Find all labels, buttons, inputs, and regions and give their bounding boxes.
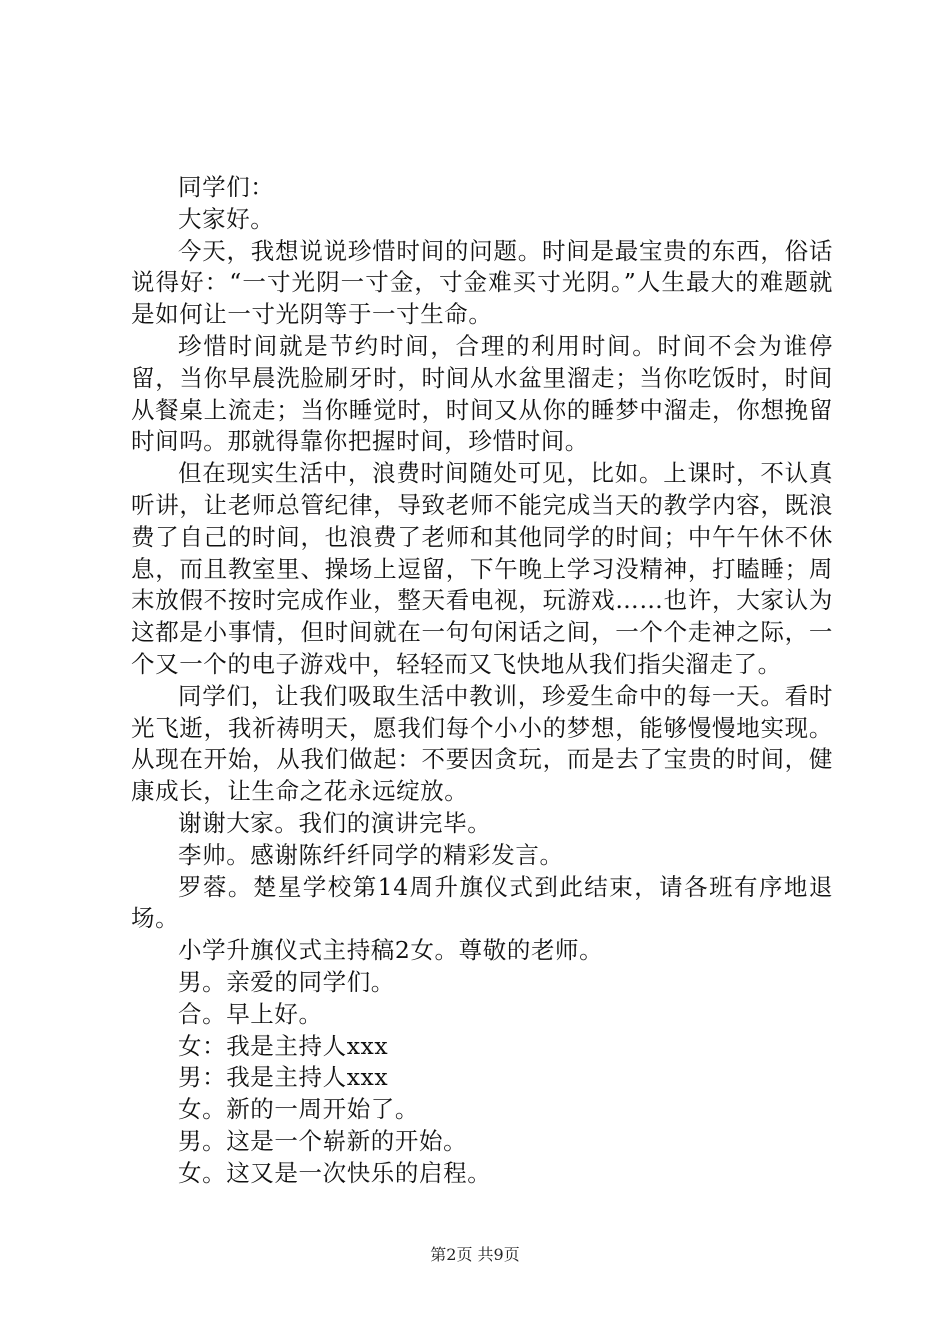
paragraph-female-host: 女：我是主持人xxx <box>178 1031 389 1060</box>
paragraph-female-2: 女。新的一周开始了。 <box>178 1095 419 1124</box>
page-total: 共9页 <box>477 1245 520 1264</box>
paragraph-cherish-time: 珍惜时间就是节约时间，合理的利用时间。时间不会为谁停留，当你早晨洗脸刷牙时，时间从水盆里溜走；当你吃饭时，时间从餐桌上流走；当你睡觉时，时间又从你的睡梦中溜走，你想挽留时间吗。那就得靠你把握时间，珍惜时间。 <box>131 331 833 456</box>
paragraph-male-1: 男。亲爱的同学们。 <box>178 967 395 996</box>
page-footer <box>0 1245 950 1265</box>
paragraph-male-host: 男：我是主持人xxx <box>178 1063 389 1092</box>
paragraph-together: 合。早上好。 <box>178 999 323 1028</box>
paragraph-female-3: 女。这又是一次快乐的启程。 <box>178 1158 492 1187</box>
document-body <box>131 172 833 1190</box>
paragraph-greeting-everyone: 大家好。 <box>178 204 275 233</box>
paragraph-greeting-classmates: 同学们： <box>178 173 275 201</box>
paragraph-waste-time: 但在现实生活中，浪费时间随处可见，比如。上课时，不认真听讲，让老师总管纪律，导致老师不能完成当天的教学内容，既浪费了自己的时间，也浪费了老师和其他同学的时间；中午午休不休息，而且教室里、操场上逗留，下午晚上学习没精神，打瞌睡；周末放假不按时完成作业，整天看电视，玩游戏……也许，大家认为这都是小事情，但时间就在一句句闲话之间，一个个走神之际，一个又一个的电子游戏中，轻轻而又飞快地从我们指尖溜走了。 <box>131 459 833 678</box>
paragraph-male-2: 男。这是一个崭新的开始。 <box>178 1126 468 1155</box>
paragraph-host-li: 李帅。感谢陈纤纤同学的精彩发言。 <box>178 840 564 869</box>
paragraph-script-title: 小学升旗仪式主持稿2女。尊敬的老师。 <box>178 936 604 965</box>
paragraph-intro: 今天，我想说说珍惜时间的问题。时间是最宝贵的东西，俗话说得好：“一寸光阴一寸金，寸金难买寸光阴。”人生最大的难题就是如何让一寸光阴等于一寸生命。 <box>131 236 833 329</box>
paragraph-thanks: 谢谢大家。我们的演讲完毕。 <box>178 808 492 837</box>
paragraph-call-to-action: 同学们，让我们吸取生活中教训，珍爱生命中的每一天。看时光飞逝，我祈祷明天，愿我们每个小小的梦想，能够慢慢地实现。从现在开始，从我们做起：不要因贪玩，而是去了宝贵的时间，健康成长，让生命之花永远绽放。 <box>131 681 833 806</box>
paragraph-host-luo: 罗蓉。楚星学校第14周升旗仪式到此结束，请各班有序地退场。 <box>131 872 833 933</box>
page-number: 第2页 <box>430 1245 473 1264</box>
